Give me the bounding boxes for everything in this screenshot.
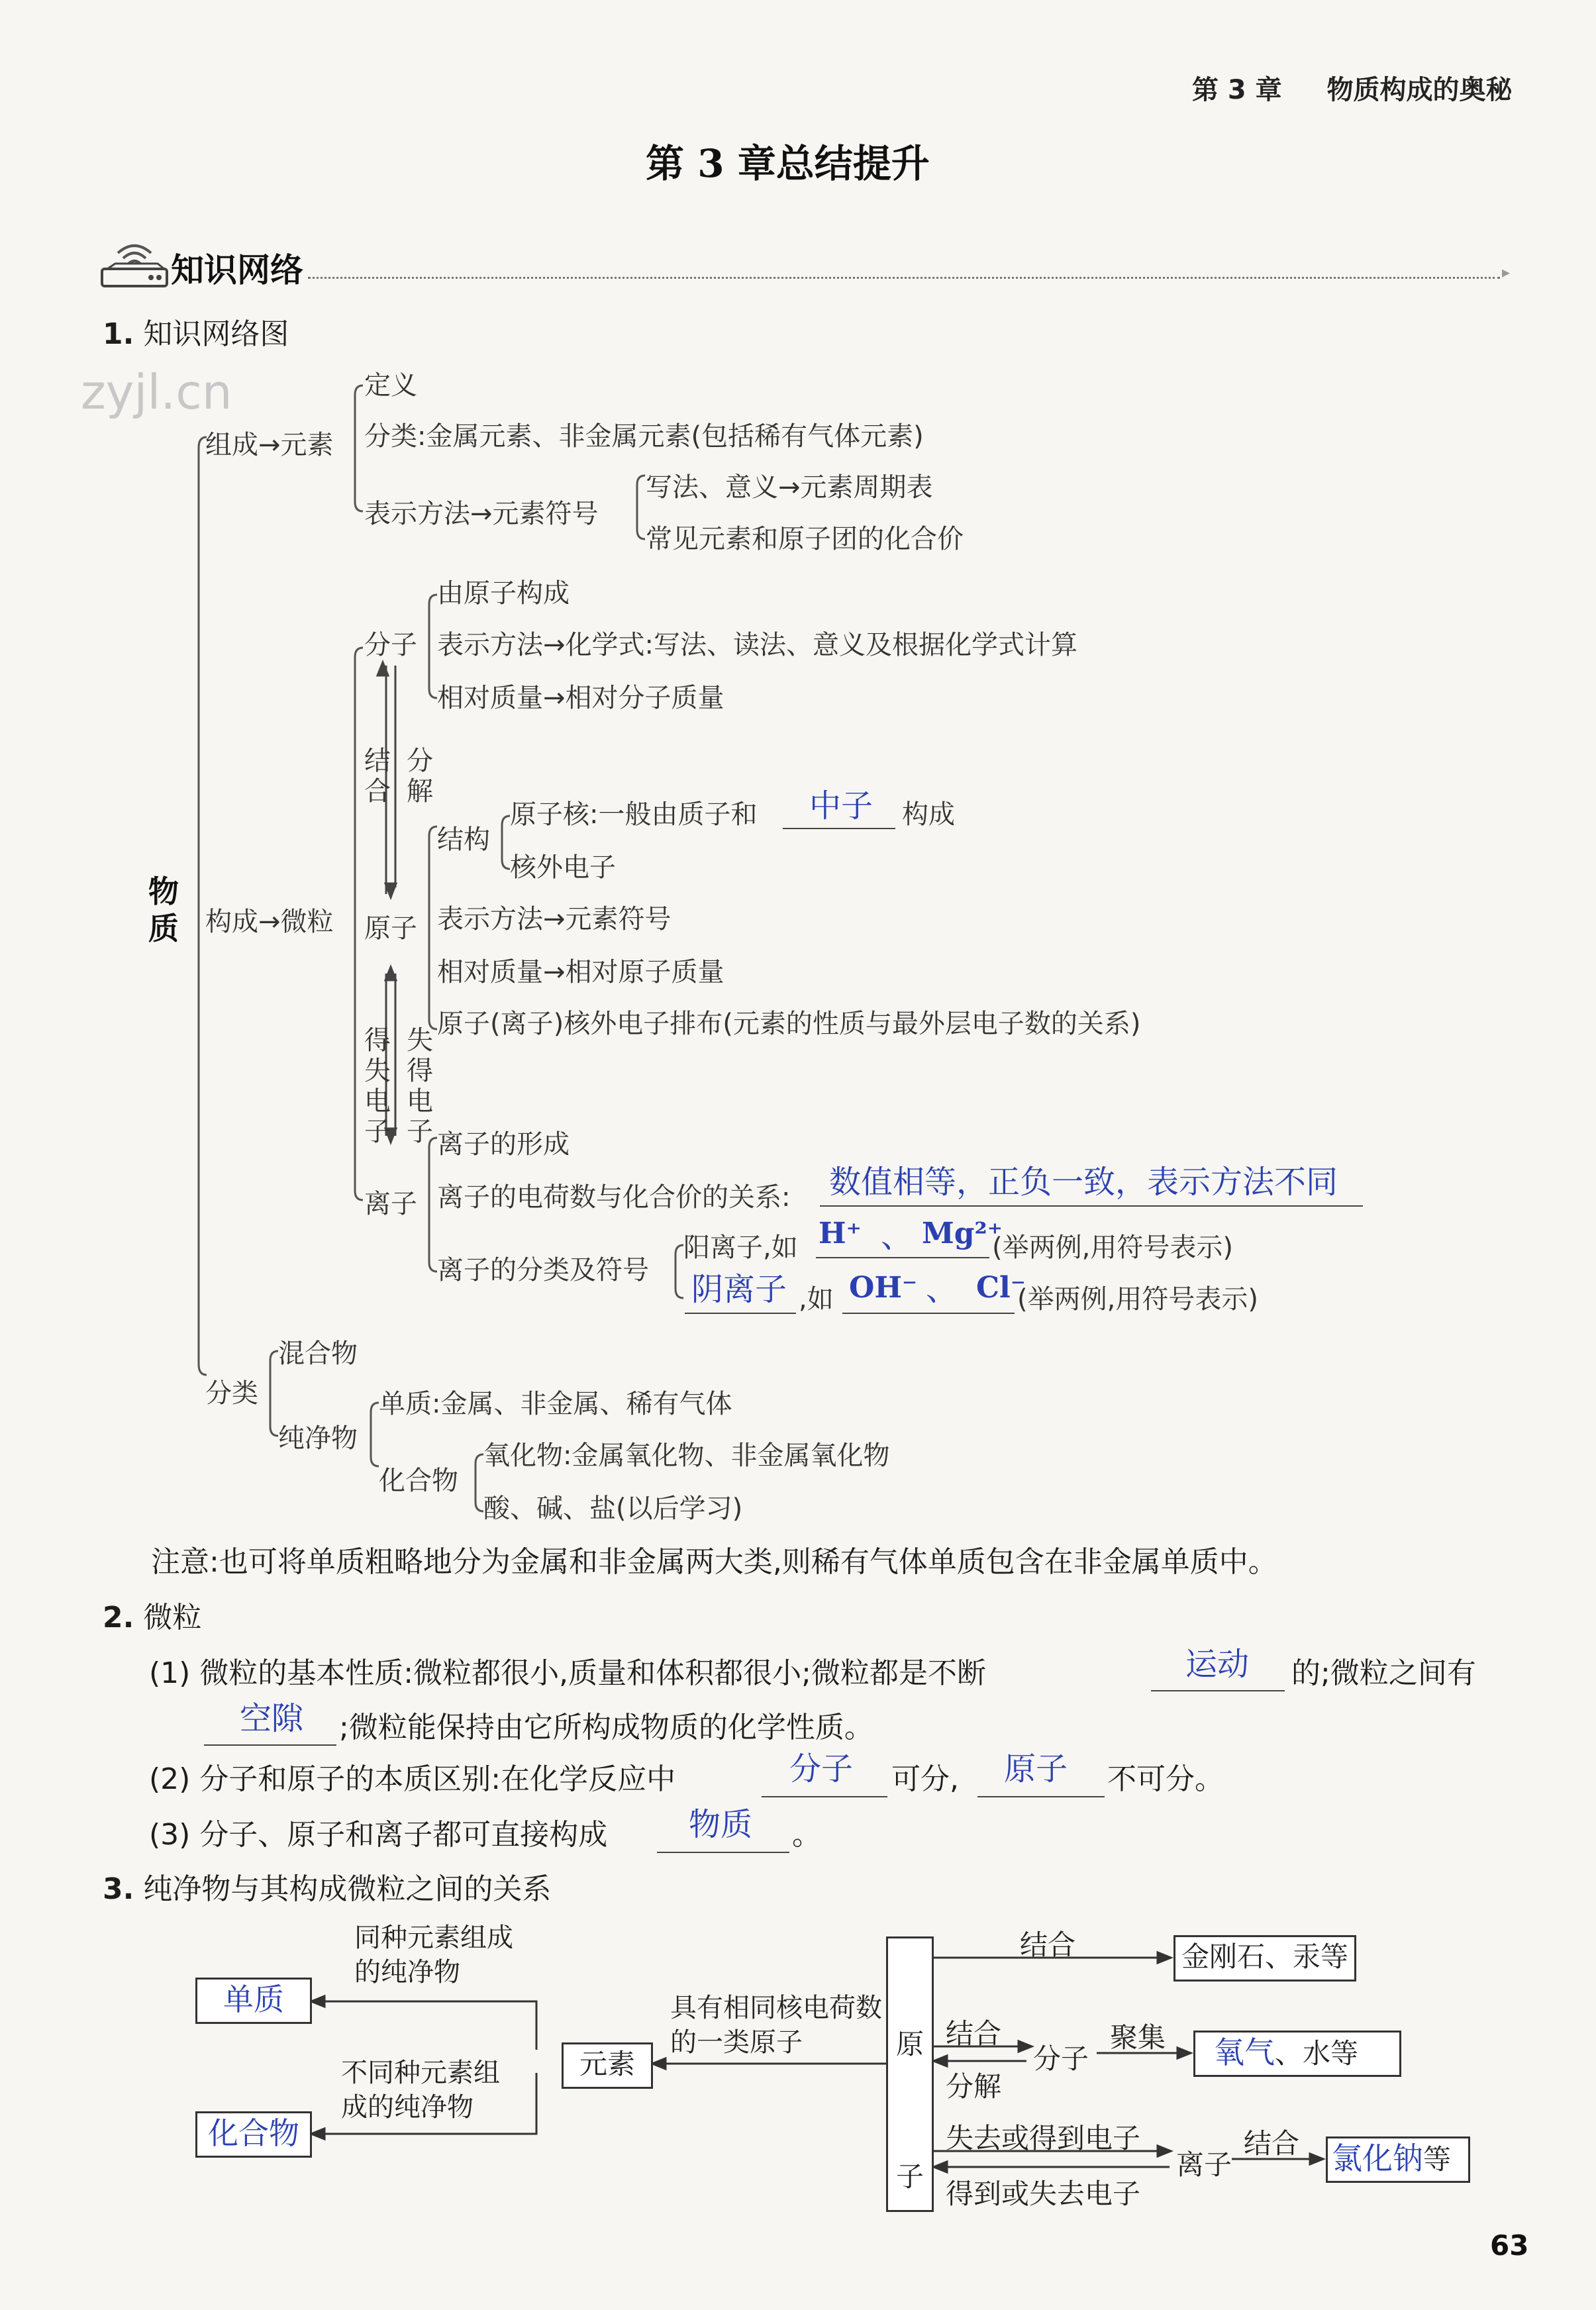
diamond-box: 金刚石、汞等 <box>1173 1935 1356 1982</box>
item2-q2-prefix: (2) 分子和原子的本质区别:在化学反应中 <box>149 1762 676 1796</box>
gain-lose-electron-label: 得失电子 <box>364 1025 391 1147</box>
anion-separator: 、 <box>926 1271 958 1308</box>
gain-lose-label: 得到或失去电子 <box>946 2178 1141 2210</box>
anion-suffix: (举两例,用符号表示) <box>1017 1284 1258 1315</box>
root-label: 物质 <box>148 874 179 946</box>
oxygen-box <box>1193 2031 1401 2077</box>
item2-q2-answer2: 原子 <box>1004 1750 1068 1787</box>
molecule2-label: 分子 <box>1033 2042 1089 2075</box>
cation-answer-1: H⁺ <box>819 1217 862 1250</box>
anion-answer-1: OH⁻ <box>849 1271 918 1305</box>
classification-acid: 酸、碱、盐(以后学习) <box>483 1493 743 1524</box>
classification-label: 分类 <box>205 1378 258 1409</box>
atom-nucleus-answer: 中子 <box>809 787 873 825</box>
item2-q1-answer2: 空隙 <box>240 1700 304 1737</box>
atom-label: 原子 <box>364 913 417 944</box>
ion-label: 离子 <box>364 1189 417 1219</box>
nacl-box <box>1326 2136 1470 2183</box>
molecule-child-2: 表示方法→化学式:写法、读法、意义及根据化学式计算 <box>437 630 1077 660</box>
molecule-child-3: 相对质量→相对分子质量 <box>437 683 724 713</box>
decompose-label: 分解 <box>407 746 433 807</box>
element-box: 元素 <box>562 2042 653 2089</box>
ion2-label: 离子 <box>1176 2148 1232 2181</box>
item1-title: 知识网络图 <box>143 317 289 351</box>
chapter-number: 第 3 章 <box>1192 75 1282 105</box>
chapter-title: 物质构成的奥秘 <box>1326 75 1513 105</box>
oxygen-answer: 氧气 <box>1214 2034 1275 2070</box>
atom-box-label: 原子 <box>896 2028 924 2193</box>
item2-title: 微粒 <box>143 1601 202 1634</box>
atom-arrangement: 原子(离子)核外电子排布(元素的性质与最外层电子数的关系) <box>437 1009 1141 1039</box>
composition-repr: 表示方法→元素符号 <box>364 499 599 529</box>
simple-substance-box: 单质 <box>195 1978 312 2024</box>
classification-oxide: 氧化物:金属氧化物、非金属氧化物 <box>483 1440 890 1471</box>
item2-q1-prefix: (1) 微粒的基本性质:微粒都很小,质量和体积都很小;微粒都是不断 <box>149 1656 986 1690</box>
item2-q2-answer1: 分子 <box>789 1750 854 1787</box>
item2-q1-mid: 的;微粒之间有 <box>1291 1656 1476 1690</box>
classification-mixture: 混合物 <box>278 1338 358 1369</box>
item3-number: 3. <box>103 1872 134 1906</box>
page-number: 63 <box>1490 2229 1529 2262</box>
item2-number: 2. <box>103 1601 134 1634</box>
classification-pure: 纯净物 <box>278 1423 358 1454</box>
combine3-label: 结合 <box>1244 2127 1300 2160</box>
item2-q2-mid: 可分, <box>891 1762 959 1796</box>
classification-compound: 化合物 <box>379 1466 458 1496</box>
lose-gain-label: 失去或得到电子 <box>946 2122 1141 2154</box>
cation-answer-2: Mg²⁺ <box>922 1217 1003 1250</box>
item2-q3-prefix: (3) 分子、原子和离子都可直接构成 <box>149 1818 608 1852</box>
lose-gain-electron-label: 失得电子 <box>407 1025 433 1147</box>
watermark: zyjl.cn <box>81 364 232 420</box>
atom-mass: 相对质量→相对原子质量 <box>437 957 724 987</box>
decompose2-label: 分解 <box>946 2070 1002 2103</box>
composition-definition: 定义 <box>364 370 417 401</box>
classification-element: 单质:金属、非金属、稀有气体 <box>379 1389 732 1419</box>
diff-element-label: 不同种元素组成的纯净物 <box>341 2058 500 2123</box>
gather-label: 聚集 <box>1110 2021 1166 2054</box>
atom-nucleus-prefix: 原子核:一般由质子和 <box>510 799 758 830</box>
item2-q3-answer: 物质 <box>689 1806 753 1843</box>
same-element-label: 同种元素组成的纯净物 <box>354 1923 513 1987</box>
item2-q1-answer1: 运动 <box>1185 1646 1250 1683</box>
cation-suffix: (举两例,用符号表示) <box>992 1232 1233 1263</box>
composition-label: 组成→元素 <box>205 430 334 460</box>
atom-structure-label: 结构 <box>437 825 490 855</box>
item2-q1-suffix: ;微粒能保持由它所构成物质的化学性质。 <box>339 1711 873 1744</box>
ion-charge-prefix: 离子的电荷数与化合价的关系: <box>437 1182 791 1213</box>
combine-label: 结合 <box>364 746 391 807</box>
combine1-label: 结合 <box>1020 1929 1076 1961</box>
molecule-child-1: 由原子构成 <box>437 578 570 609</box>
atom-box <box>886 1936 934 2212</box>
ion-formation: 离子的形成 <box>437 1129 570 1160</box>
section-title: 知识网络 <box>171 251 303 289</box>
item3-title: 纯净物与其构成微粒之间的关系 <box>143 1872 552 1906</box>
cation-prefix: 阳离子,如 <box>683 1232 798 1263</box>
item1-number: 1. <box>103 317 134 351</box>
oxygen-suffix: 、水等 <box>1275 2037 1359 2070</box>
anion-answer: 阴离子 <box>691 1271 787 1308</box>
nacl-suffix: 等 <box>1423 2143 1452 2176</box>
structure-label: 构成→微粒 <box>205 907 334 937</box>
atom-repr: 表示方法→元素符号 <box>437 904 672 934</box>
arrow-icon: ▸ <box>1502 263 1511 281</box>
composition-repr-1: 写法、意义→元素周期表 <box>646 472 933 503</box>
ion-charge-answer: 数值相等，正负一致，表示方法不同 <box>829 1164 1338 1201</box>
anion-prefix: ,如 <box>799 1284 834 1315</box>
same-nuclear-label: 具有相同核电荷数的一类原子 <box>670 1993 882 2058</box>
nacl-answer: 氯化钠 <box>1332 2140 1423 2176</box>
atom-electron: 核外电子 <box>510 852 616 883</box>
molecule-label: 分子 <box>364 630 417 660</box>
item2-q2-suffix: 不可分。 <box>1107 1762 1224 1796</box>
page-title: 第 3 章总结提升 <box>646 141 930 186</box>
item2-q3-suffix: 。 <box>792 1818 821 1852</box>
anion-answer-2: Cl⁻ <box>976 1271 1026 1305</box>
composition-classification: 分类:金属元素、非金属元素(包括稀有气体元素) <box>364 421 924 452</box>
atom-nucleus-suffix: 构成 <box>902 799 955 830</box>
compound-box: 化合物 <box>195 2111 312 2158</box>
ion-class-label: 离子的分类及符号 <box>437 1255 649 1285</box>
combine2-label: 结合 <box>946 2017 1002 2050</box>
cation-separator: 、 <box>881 1218 913 1255</box>
note: 注意:也可将单质粗略地分为金属和非金属两大类,则稀有气体单质包含在非金属单质中。 <box>151 1545 1277 1579</box>
composition-repr-2: 常见元素和原子团的化合价 <box>646 524 964 554</box>
